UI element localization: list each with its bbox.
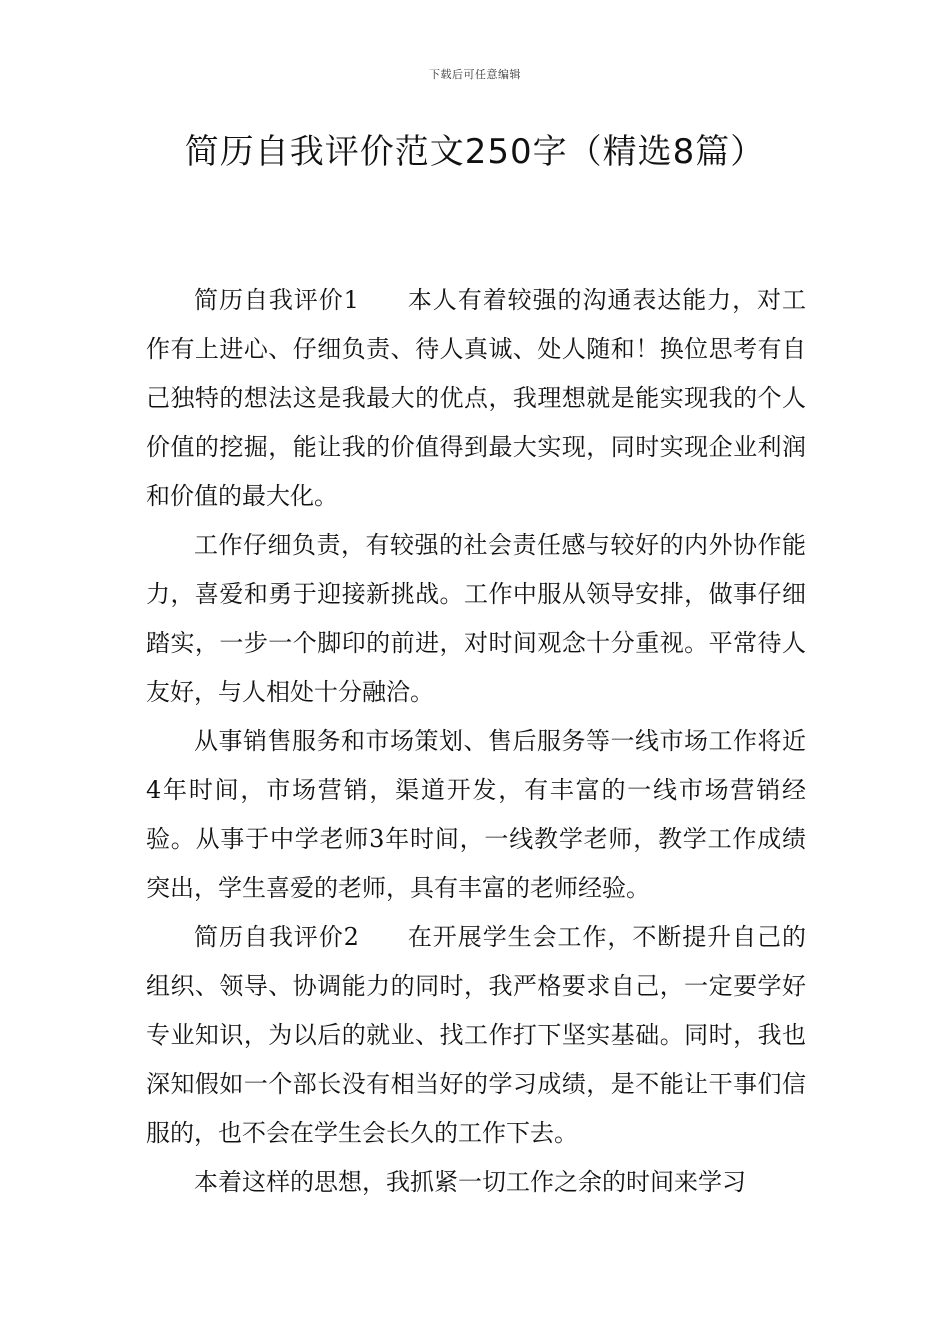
paragraph-3: 从事销售服务和市场策划、售后服务等一线市场工作将近4年时间，市场营销，渠道开发，有丰富的一线市场营销经验。从事于中学老师3年时间，一线教学老师，教学工作成绩突出，学生喜爱的老师，具有丰富的老师经验。	[146, 727, 806, 902]
paragraph-5: 本着这样的思想，我抓紧一切工作之余的时间来学习	[194, 1168, 746, 1196]
section-heading-1: 简历自我评价1	[194, 286, 359, 314]
document-title: 简历自我评价范文250字（精选8篇）	[184, 132, 766, 172]
paragraph-2: 工作仔细负责，有较强的社会责任感与较好的内外协作能力，喜爱和勇于迎接新挑战。工作中服从领导安排，做事仔细踏实，一步一个脚印的前进，对时间观念十分重视。平常待人友好，与人相处十分融洽。	[146, 531, 806, 706]
document-body	[146, 276, 806, 1207]
section-heading-2: 简历自我评价2	[194, 923, 359, 951]
paragraph-1	[146, 276, 806, 521]
paragraph-4-text: 在开展学生会工作，不断提升自己的组织、领导、协调能力的同时，我严格要求自己，一定要学好专业知识，为以后的就业、找工作打下坚实基础。同时，我也深知假如一个部长没有相当好的学习成绩，是不能让干事们信服的，也不会在学生会长久的工作下去。	[146, 923, 806, 1147]
paragraph-1-text: 本人有着较强的沟通表达能力，对工作有上进心、仔细负责、待人真诚、处人随和！换位思考有自己独特的想法这是我最大的优点，我理想就是能实现我的个人价值的挖掘，能让我的价值得到最大实现，同时实现企业利润和价值的最大化。	[146, 286, 806, 510]
paragraph-4	[146, 913, 806, 1158]
download-note: 下载后可任意编辑	[429, 68, 521, 81]
